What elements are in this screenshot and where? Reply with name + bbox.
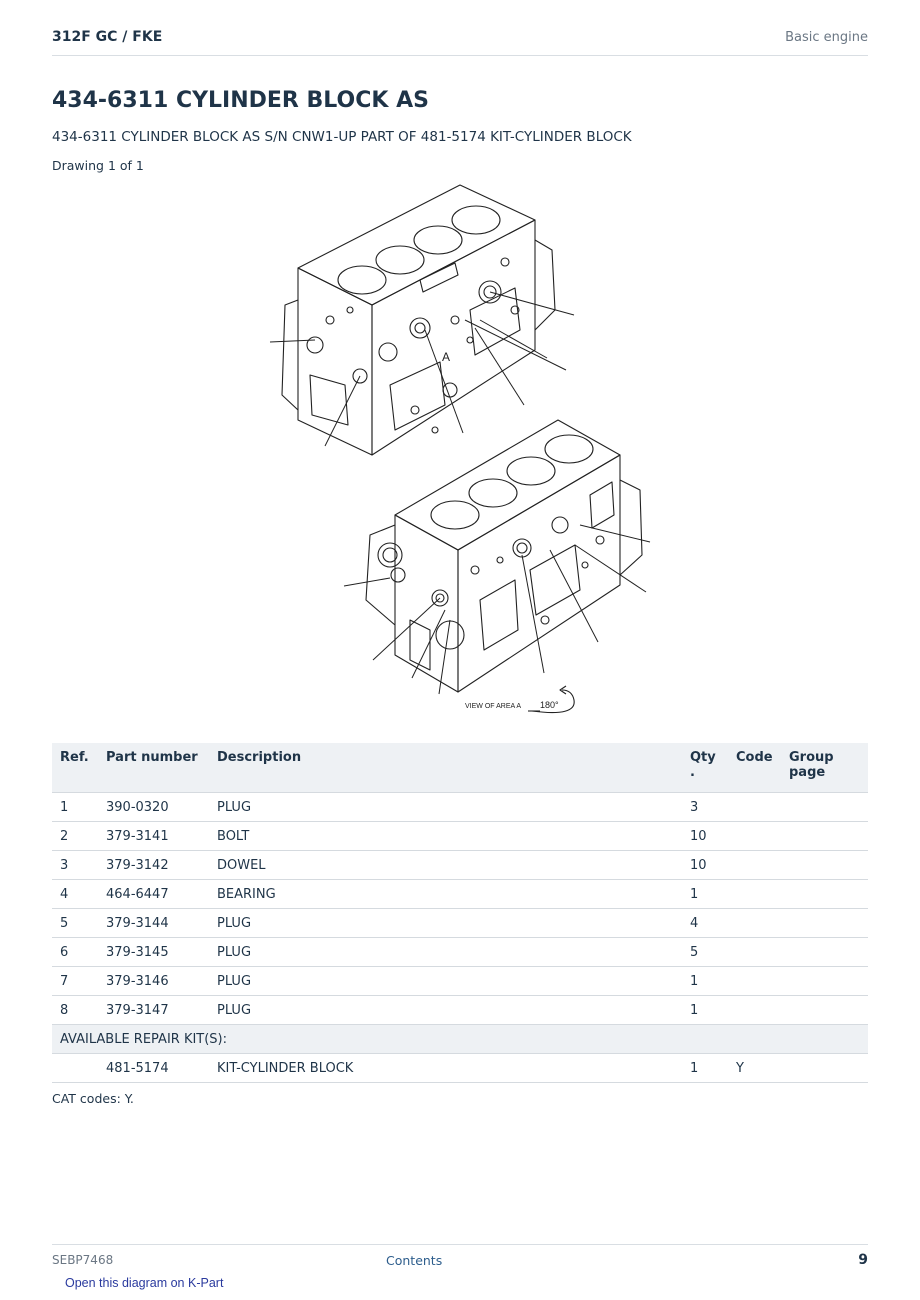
- open-kpart-link[interactable]: Open this diagram on K-Part: [65, 1276, 224, 1290]
- table-row: [52, 909, 868, 938]
- row-qty: 10: [682, 822, 728, 851]
- row-group-page: [781, 938, 868, 967]
- row-code: [728, 793, 781, 822]
- row-code: [728, 880, 781, 909]
- view-area-label: VIEW OF AREA A: [465, 703, 522, 710]
- upper-block-view: [282, 185, 555, 455]
- kit-section-header: [52, 1025, 868, 1054]
- table-row: [52, 851, 868, 880]
- drawing-count: Drawing 1 of 1: [52, 158, 144, 173]
- row-qty: 5: [682, 938, 728, 967]
- lower-leader-lines: [344, 525, 650, 694]
- table-row: [52, 822, 868, 851]
- row-qty: 4: [682, 909, 728, 938]
- row-group-page: [781, 880, 868, 909]
- row-ref: 3: [52, 851, 98, 880]
- col-description-header: Description: [209, 743, 682, 793]
- rotation-label: 180°: [540, 700, 559, 710]
- row-group-page: [781, 822, 868, 851]
- row-ref: 1: [52, 793, 98, 822]
- col-group-page-header: Group page: [781, 743, 868, 793]
- row-ref: 5: [52, 909, 98, 938]
- kit-part-number: 481-5174: [98, 1054, 209, 1083]
- row-description: PLUG: [209, 938, 682, 967]
- row-code: [728, 851, 781, 880]
- row-group-page: [781, 996, 868, 1025]
- kit-qty: 1: [682, 1054, 728, 1083]
- table-row: [52, 967, 868, 996]
- row-description: DOWEL: [209, 851, 682, 880]
- row-group-page: [781, 967, 868, 996]
- kit-header-label: AVAILABLE REPAIR KIT(S):: [52, 1025, 868, 1054]
- page-subtitle: 434-6311 CYLINDER BLOCK AS S/N CNW1-UP PART OF 481-5174 KIT-CYLINDER BLOCK: [52, 129, 632, 145]
- page-title: 434-6311 CYLINDER BLOCK AS: [52, 88, 429, 113]
- kit-code: Y: [728, 1054, 781, 1083]
- cylinder-block-diagram: [240, 180, 680, 720]
- row-description: PLUG: [209, 996, 682, 1025]
- row-code: [728, 822, 781, 851]
- row-qty: 10: [682, 851, 728, 880]
- row-ref: 2: [52, 822, 98, 851]
- footer-divider: [52, 1244, 868, 1245]
- table-header-row: [52, 743, 868, 793]
- contents-link[interactable]: Contents: [386, 1253, 443, 1268]
- row-code: [728, 996, 781, 1025]
- row-part-number: 379-3145: [98, 938, 209, 967]
- row-qty: 3: [682, 793, 728, 822]
- row-ref: 7: [52, 967, 98, 996]
- row-qty: 1: [682, 967, 728, 996]
- page-number: 9: [858, 1252, 868, 1268]
- row-ref: 6: [52, 938, 98, 967]
- table-row: [52, 938, 868, 967]
- row-description: PLUG: [209, 909, 682, 938]
- row-code: [728, 938, 781, 967]
- area-marker: A: [442, 350, 451, 364]
- table-row: [52, 996, 868, 1025]
- row-code: [728, 909, 781, 938]
- row-group-page: [781, 909, 868, 938]
- parts-table: [52, 743, 868, 1083]
- table-row: [52, 880, 868, 909]
- kit-group-page: [781, 1054, 868, 1083]
- row-code: [728, 967, 781, 996]
- page-header: [52, 26, 868, 56]
- row-part-number: 379-3146: [98, 967, 209, 996]
- col-qty-header: Qty .: [682, 743, 728, 793]
- section-label: Basic engine: [785, 30, 868, 45]
- row-description: PLUG: [209, 793, 682, 822]
- lower-block-view: [366, 420, 642, 692]
- row-part-number: 464-6447: [98, 880, 209, 909]
- row-description: BOLT: [209, 822, 682, 851]
- kit-ref: [52, 1054, 98, 1083]
- row-group-page: [781, 793, 868, 822]
- row-part-number: 379-3141: [98, 822, 209, 851]
- row-group-page: [781, 851, 868, 880]
- row-part-number: 379-3142: [98, 851, 209, 880]
- row-ref: 4: [52, 880, 98, 909]
- row-description: PLUG: [209, 967, 682, 996]
- document-id: SEBP7468: [52, 1253, 114, 1267]
- row-part-number: 390-0320: [98, 793, 209, 822]
- col-ref-header: Ref.: [52, 743, 98, 793]
- kit-description: KIT-CYLINDER BLOCK: [209, 1054, 682, 1083]
- col-code-header: Code: [728, 743, 781, 793]
- row-part-number: 379-3147: [98, 996, 209, 1025]
- kit-row: [52, 1054, 868, 1083]
- col-part-number-header: Part number: [98, 743, 209, 793]
- row-description: BEARING: [209, 880, 682, 909]
- row-qty: 1: [682, 996, 728, 1025]
- row-qty: 1: [682, 880, 728, 909]
- row-ref: 8: [52, 996, 98, 1025]
- row-part-number: 379-3144: [98, 909, 209, 938]
- model-label: 312F GC / FKE: [52, 29, 163, 45]
- table-row: [52, 793, 868, 822]
- cat-codes-note: CAT codes: Y.: [52, 1091, 134, 1106]
